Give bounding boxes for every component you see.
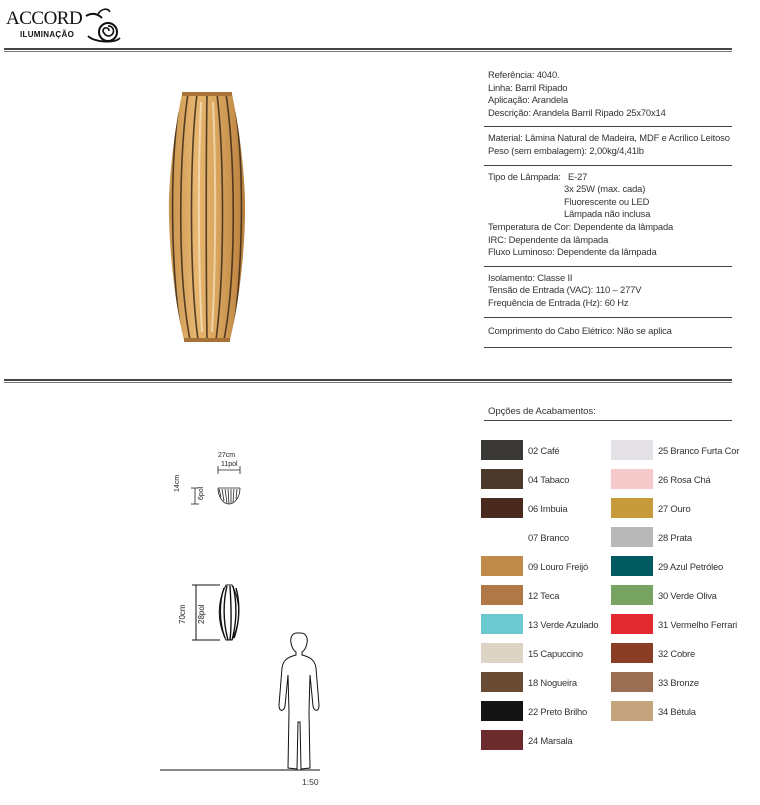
spec-luminous-flux: Fluxo Luminoso: Dependente da lâmpada — [488, 246, 657, 258]
finish-label: 09 Louro Freijó — [528, 560, 589, 572]
finish-label: 31 Vermelho Ferrari — [658, 618, 738, 630]
human-scale-figure — [279, 633, 319, 769]
spec-lamp-included: Lâmpada não inclusa — [564, 208, 651, 220]
finish-label: 26 Rosa Chá — [658, 473, 711, 485]
finish-label: 33 Bronze — [658, 676, 699, 688]
finish-label: 29 Azul Petróleo — [658, 560, 724, 572]
finish-label: 25 Branco Furta Cor — [658, 444, 740, 456]
finish-label: 27 Ouro — [658, 502, 691, 514]
spec-frequency: Frequência de Entrada (Hz): 60 Hz — [488, 296, 629, 308]
spec-application: Aplicação: Arandela — [488, 94, 569, 106]
finishes-title: Opções de Acabamentos: — [488, 406, 596, 417]
finish-label: 32 Cobre — [658, 647, 695, 659]
top-view-width-pol: 11pol — [221, 461, 238, 468]
side-view-height-cm: 70cm — [178, 604, 187, 624]
finish-label: 06 Imbuia — [528, 502, 568, 514]
top-view-depth-cm: 14cm — [174, 474, 181, 492]
brand-name: ACCORD — [6, 8, 83, 29]
finish-label: 13 Verde Azulado — [528, 618, 599, 630]
top-view-width-cm: 27cm — [218, 452, 236, 459]
spec-voltage: Tensão de Entrada (VAC): 110 – 277V — [488, 284, 642, 296]
finish-label: 24 Marsala — [528, 734, 573, 746]
top-view-depth-pol: 6pol — [198, 486, 205, 500]
finish-label: 04 Tabaco — [528, 473, 570, 485]
spec-lamp-type-label: Tipo de Lâmpada: — [488, 170, 561, 182]
spec-weight: Peso (sem embalagem): 2,00kg/4,41lb — [488, 144, 644, 156]
spec-line: Linha: Barril Ripado — [488, 81, 568, 93]
spec-description: Descrição: Arandela Barril Ripado 25x70x14 — [488, 106, 666, 118]
spec-cable-length: Comprimento do Cabo Elétrico: Não se aplica — [488, 324, 672, 336]
finish-label: 07 Branco — [528, 531, 569, 543]
finish-label: 12 Teca — [528, 589, 560, 601]
spec-material: Material: Lâmina Natural de Madeira, MDF e Acrílico Leitoso — [488, 132, 730, 144]
spec-lamp-socket: E-27 — [568, 170, 588, 182]
finish-label: 02 Café — [528, 444, 560, 456]
brand-subtitle: ILUMINAÇÃO — [20, 30, 75, 39]
side-view-height-pol: 28pol — [197, 604, 206, 624]
finish-label: 34 Bétula — [658, 705, 696, 717]
spec-irc: IRC: Dependente da lâmpada — [488, 233, 609, 245]
finish-label: 22 Preto Brilho — [528, 705, 588, 717]
finish-label: 18 Nogueira — [528, 676, 577, 688]
finish-label: 28 Prata — [658, 531, 692, 543]
spec-color-temperature: Temperatura de Cor: Dependente da lâmpada — [488, 220, 674, 232]
spec-lamp-power: 3x 25W (max. cada) — [564, 183, 646, 195]
finish-label: 15 Capuccino — [528, 647, 583, 659]
spec-lamp-kind: Fluorescente ou LED — [564, 195, 650, 207]
scale-label: 1:50 — [302, 777, 319, 787]
spec-reference: Referência: 4040. — [488, 69, 560, 80]
spec-insulation: Isolamento: Classe II — [488, 271, 573, 283]
finish-label: 30 Verde Oliva — [658, 589, 717, 601]
